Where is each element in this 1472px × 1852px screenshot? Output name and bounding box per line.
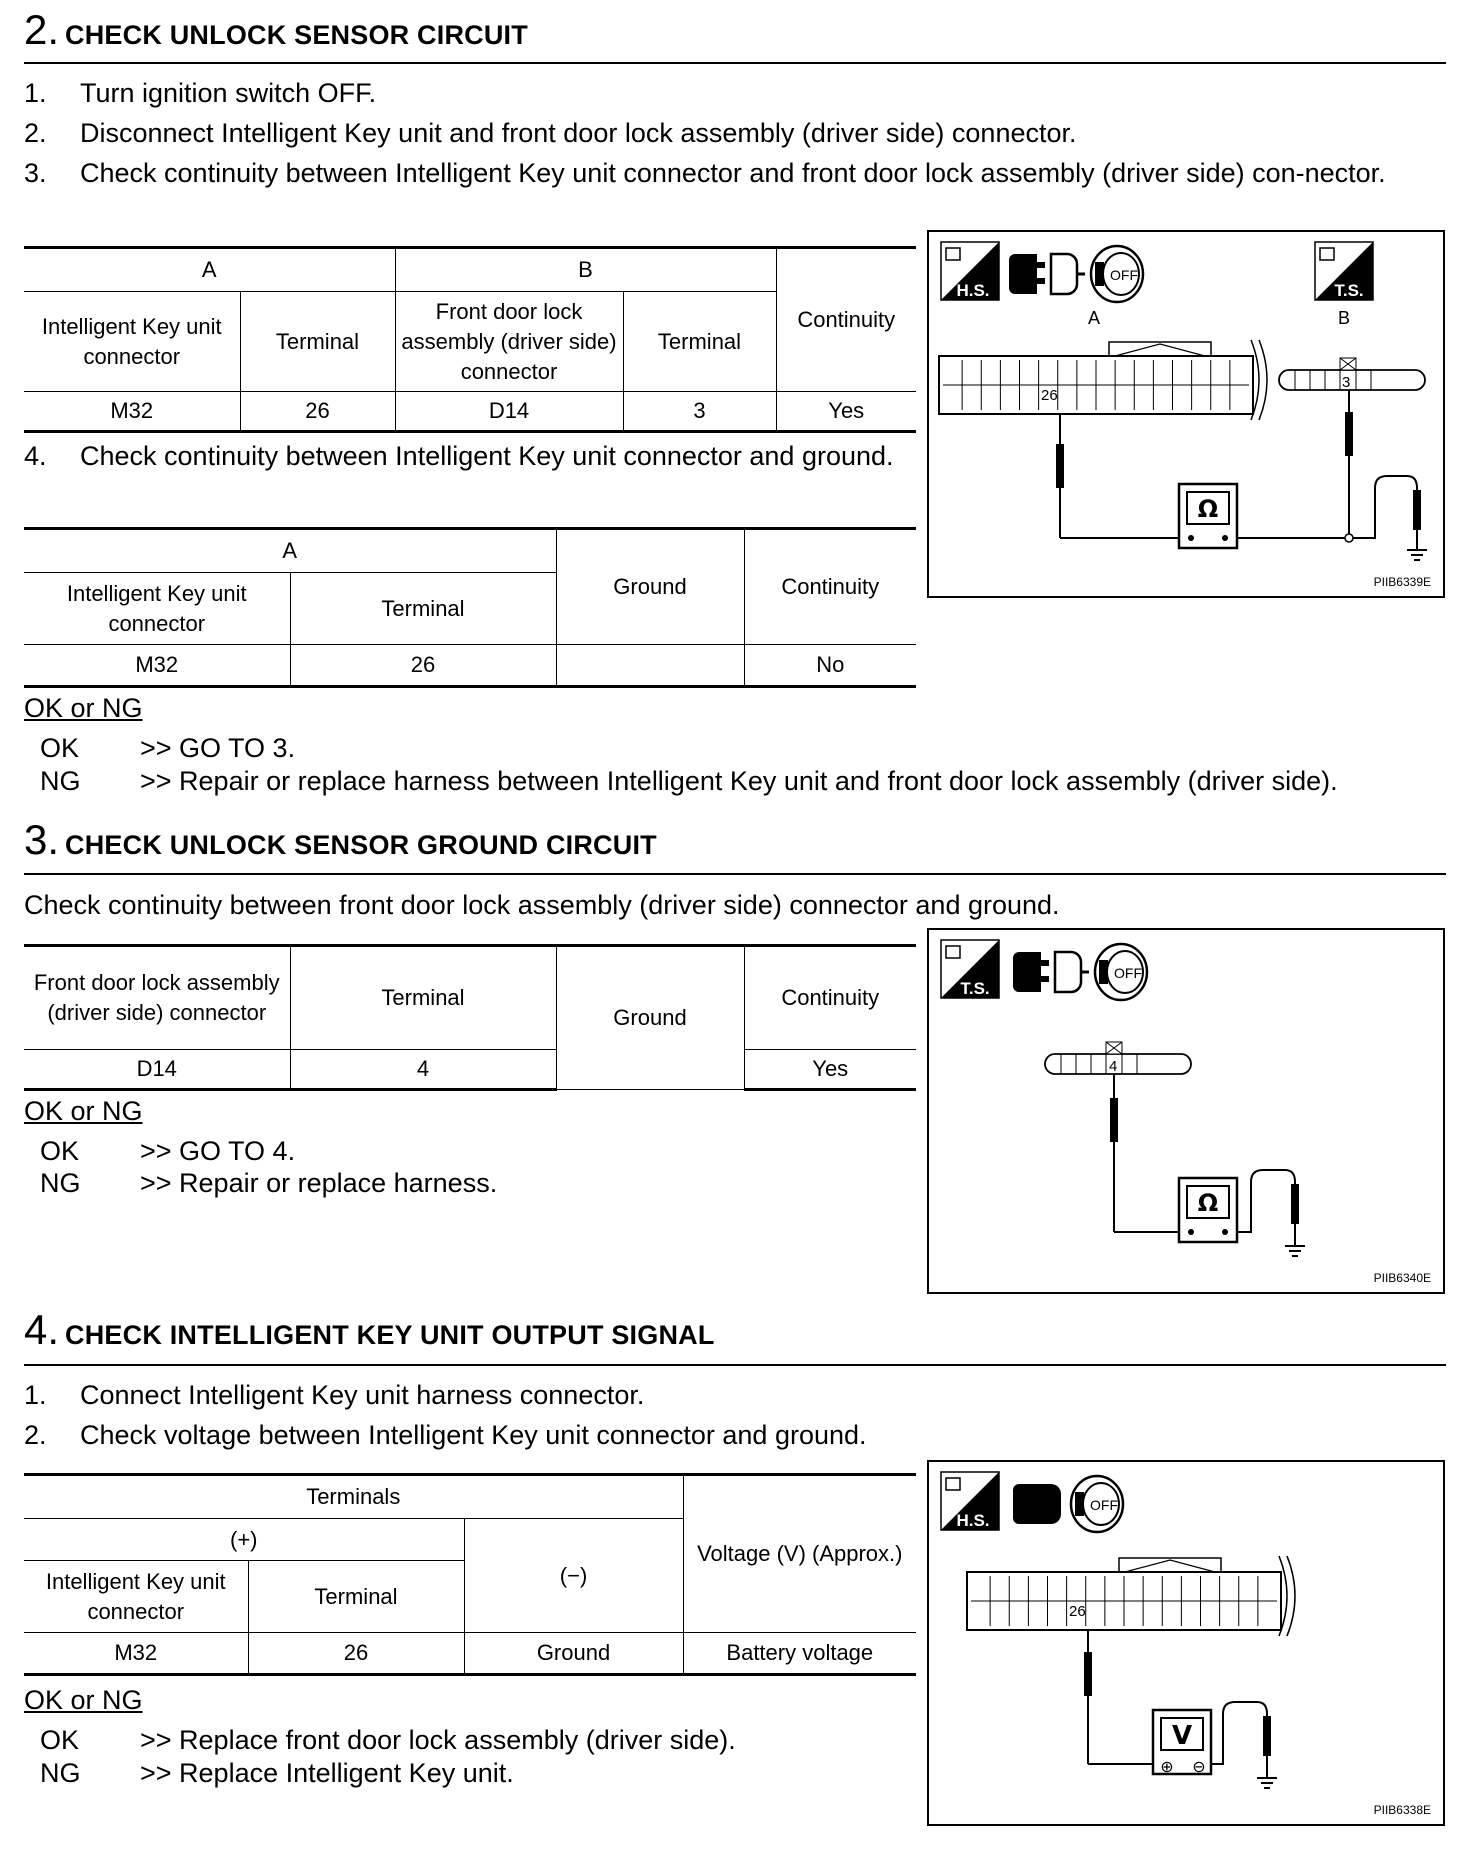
table-cell-empty [556, 645, 744, 687]
table-group-header: B [395, 248, 776, 292]
step-number: 4. [24, 1306, 60, 1353]
list-number: 1. [24, 1380, 47, 1410]
heading-rule [24, 1364, 1446, 1366]
list-number: 2. [24, 1420, 47, 1450]
connector-m32 [967, 1556, 1295, 1636]
table-header: Ground [556, 529, 744, 645]
step-title: CHECK INTELLIGENT KEY UNIT OUTPUT SIGNAL [65, 1320, 715, 1350]
figure-code: PIIB6340E [1373, 1271, 1431, 1285]
ok-result: >> GO TO 4. [140, 1136, 296, 1166]
terminal-side-icon [1315, 242, 1373, 300]
ok-label: OK [40, 733, 80, 763]
icon-label: H.S. [956, 1511, 990, 1530]
svg-text:OFF: OFF [1090, 1497, 1118, 1513]
ng-result: >> Repair or replace harness between Intelligent Key unit and front door lock assembly (driver side). [140, 766, 1338, 796]
table-cell: M32 [24, 1633, 248, 1675]
list-item: Check continuity between Intelligent Key unit connector and ground. [80, 441, 894, 471]
ignition-off-icon [1071, 1476, 1123, 1532]
list-number: 3. [24, 158, 47, 188]
diagram-ground-continuity [927, 928, 1445, 1294]
ng-label: NG [40, 1168, 81, 1198]
table-cell: No [744, 645, 916, 687]
table-header: Continuity [744, 946, 916, 1050]
terminal-side-icon [941, 940, 999, 998]
pin-label: 4 [1109, 1058, 1118, 1075]
table-header: Ground [556, 946, 744, 1090]
table-cell: M32 [24, 645, 290, 687]
connector-a [939, 340, 1267, 420]
table-header: Terminal [290, 946, 556, 1050]
table-cell: 26 [248, 1633, 464, 1675]
list-number: 2. [24, 118, 47, 148]
continuity-table-2 [24, 527, 916, 688]
ok-or-ng-heading: OK or NG [24, 693, 143, 723]
list-item: Turn ignition switch OFF. [80, 78, 377, 108]
table-cell: D14 [395, 392, 623, 432]
list-number: 4. [24, 441, 47, 471]
ok-result: >> GO TO 3. [140, 733, 296, 763]
table-header: Terminal [240, 292, 395, 392]
table-cell: Battery voltage [683, 1633, 916, 1675]
table-cell: Yes [744, 1050, 916, 1090]
svg-text:Ω: Ω [1197, 1189, 1219, 1217]
table-header: Voltage (V) (Approx.) [683, 1475, 916, 1633]
disconnect-icon [1013, 952, 1089, 992]
table-cell: 3 [623, 392, 776, 432]
table-cell: D14 [24, 1050, 290, 1090]
table-header: Continuity [744, 529, 916, 645]
connector-d14 [1045, 1042, 1191, 1075]
test-leads [1056, 390, 1427, 560]
step-3-heading [24, 816, 657, 864]
table-group-header: A [24, 248, 395, 292]
diagram-voltage-check [927, 1460, 1445, 1826]
table-cell: 26 [290, 645, 556, 687]
ok-or-ng-heading: OK or NG [24, 1685, 143, 1715]
table-header: Intelligent Key unit connector [24, 1561, 248, 1633]
heading-rule [24, 62, 1446, 64]
ignition-off-icon [1091, 246, 1143, 302]
ok-label: OK [40, 1725, 80, 1755]
table-cell: Yes [776, 392, 916, 432]
step-2-heading [24, 6, 528, 54]
table-group-header: Terminals [24, 1475, 683, 1519]
table-header: Terminal [290, 573, 556, 645]
step-intro: Check continuity between front door lock assembly (driver side) connector and ground. [24, 890, 1060, 920]
heading-rule [24, 873, 1446, 875]
svg-text:Ω: Ω [1197, 495, 1219, 523]
step-number: 3. [24, 816, 60, 863]
table-header: Continuity [776, 248, 916, 392]
figure-code: PIIB6338E [1373, 1803, 1431, 1817]
list-item: Disconnect Intelligent Key unit and front door lock assembly (driver side) connector. [80, 118, 1077, 148]
table-row [24, 392, 916, 432]
step-title: CHECK UNLOCK SENSOR GROUND CIRCUIT [65, 830, 657, 860]
step-4-heading [24, 1306, 715, 1354]
table-cell: 26 [240, 392, 395, 432]
table-header: Terminal [623, 292, 776, 392]
table-group-header: (+) [24, 1519, 464, 1561]
connector-label-a: A [1087, 308, 1101, 328]
voltage-table [24, 1473, 916, 1676]
connector-b [1279, 358, 1425, 391]
continuity-table-3 [24, 944, 916, 1091]
continuity-table-1 [24, 246, 916, 433]
table-header: Intelligent Key unit connector [24, 292, 240, 392]
icon-label: T.S. [960, 979, 990, 998]
icon-label: H.S. [956, 281, 990, 300]
connect-icon [1013, 1484, 1061, 1524]
pin-label: 26 [1041, 387, 1058, 404]
pin-label: 26 [1069, 1603, 1086, 1620]
ok-result: >> Replace front door lock assembly (driver side). [140, 1725, 736, 1755]
step-number: 2. [24, 6, 60, 53]
ng-result: >> Repair or replace harness. [140, 1168, 498, 1198]
table-header: Intelligent Key unit connector [24, 573, 290, 645]
positive-terminal: ⊕ [1160, 1757, 1174, 1776]
table-row [24, 645, 916, 687]
step-title: CHECK UNLOCK SENSOR CIRCUIT [65, 20, 528, 50]
ng-result: >> Replace Intelligent Key unit. [140, 1758, 514, 1788]
table-cell: M32 [24, 392, 240, 432]
table-cell: Ground [464, 1633, 683, 1675]
harness-side-icon [941, 242, 999, 300]
table-row [24, 1633, 916, 1675]
ohmmeter-icon [1179, 1178, 1237, 1242]
list-item: Check voltage between Intelligent Key unit connector and ground. [80, 1420, 867, 1450]
table-cell: 4 [290, 1050, 556, 1090]
ng-label: NG [40, 766, 81, 796]
ignition-off-icon [1095, 944, 1147, 1000]
diagram-continuity-a-b [927, 230, 1445, 598]
table-header: (−) [464, 1519, 683, 1633]
disconnect-icon [1009, 254, 1085, 294]
svg-text:V: V [1171, 1721, 1193, 1751]
harness-side-icon [941, 1472, 999, 1530]
icon-label: T.S. [1334, 281, 1364, 300]
table-row [24, 1050, 916, 1090]
list-item: Check continuity between Intelligent Key unit connector and front door lock assembly (driver side) con-nector. [80, 158, 1386, 188]
table-header: Front door lock assembly (driver side) connector [24, 946, 290, 1050]
svg-text:OFF: OFF [1110, 267, 1138, 283]
table-group-header: A [24, 529, 556, 573]
ohmmeter-icon [1179, 484, 1237, 548]
ng-label: NG [40, 1758, 81, 1788]
table-header: Terminal [248, 1561, 464, 1633]
pin-label: 3 [1342, 374, 1351, 391]
connector-label-b: B [1337, 308, 1351, 328]
negative-terminal: ⊖ [1192, 1757, 1206, 1776]
list-number: 1. [24, 78, 47, 108]
ok-or-ng-heading: OK or NG [24, 1096, 143, 1126]
voltmeter-icon [1153, 1710, 1211, 1776]
list-item: Connect Intelligent Key unit harness connector. [80, 1380, 645, 1410]
ok-label: OK [40, 1136, 80, 1166]
svg-text:OFF: OFF [1114, 965, 1142, 981]
table-header: Front door lock assembly (driver side) connector [395, 292, 623, 392]
figure-code: PIIB6339E [1373, 575, 1431, 589]
